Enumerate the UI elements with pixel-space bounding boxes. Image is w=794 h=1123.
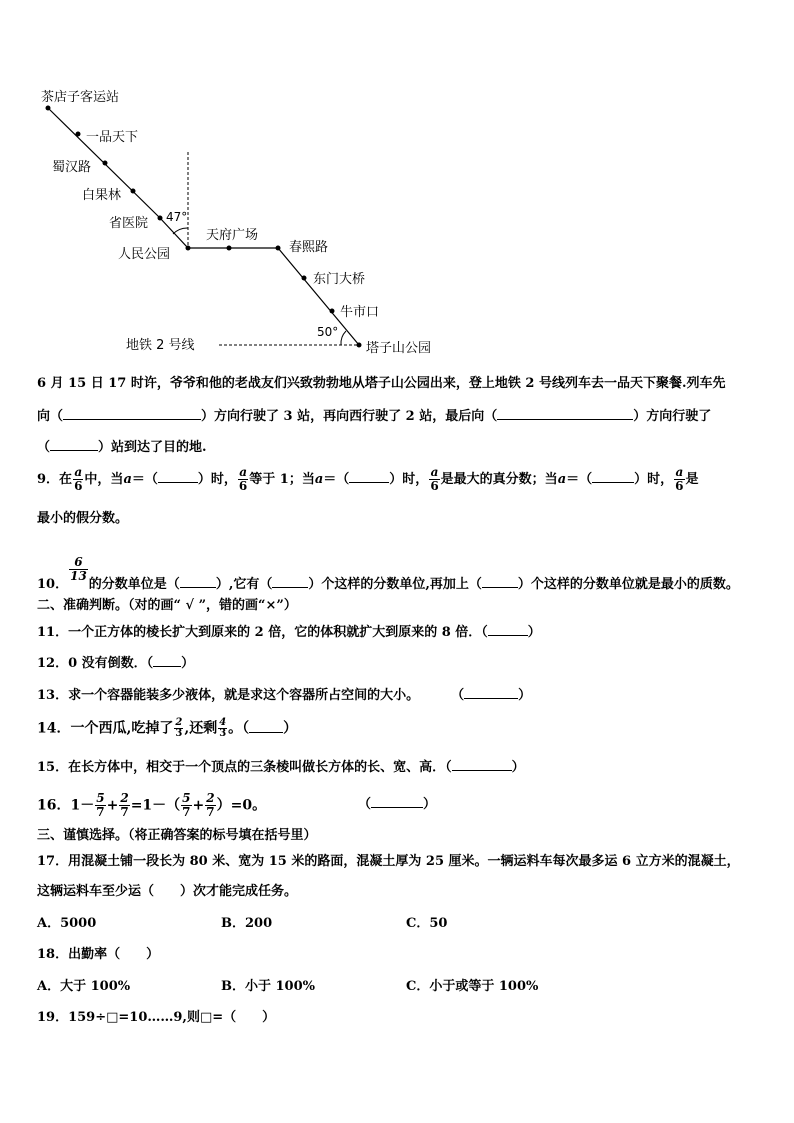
q12-blank[interactable] bbox=[153, 654, 181, 667]
fraction-numerator: 2 bbox=[206, 791, 215, 805]
fraction-denominator: 3 bbox=[219, 728, 227, 739]
station-label-tazishangongyuan: 塔子山公园 bbox=[366, 341, 432, 356]
fraction-denominator: 6 bbox=[74, 479, 83, 493]
q14-blank[interactable] bbox=[249, 720, 283, 733]
subway-map bbox=[0, 0, 794, 360]
station-dot bbox=[103, 161, 108, 166]
q9-text: ＝（ bbox=[566, 472, 593, 487]
q14-text: 14．一个西瓜,吃掉了 bbox=[37, 720, 174, 737]
q12-line bbox=[37, 654, 194, 673]
q12-close: ） bbox=[181, 656, 195, 671]
fraction-denominator: 7 bbox=[182, 805, 191, 819]
q12-text: 12．0 没有倒数．（ bbox=[37, 656, 154, 671]
fraction-numerator: a bbox=[675, 465, 684, 479]
q15-blank[interactable] bbox=[452, 758, 512, 771]
q14-close: ） bbox=[283, 720, 298, 737]
q16-text: + bbox=[106, 797, 119, 814]
q8-line3 bbox=[37, 438, 207, 457]
q9-fraction bbox=[429, 466, 439, 493]
q9-text: 在 bbox=[59, 472, 73, 487]
section-3-heading: 三、谨慎选择。（将正确答案的标号填在括号里） bbox=[37, 828, 317, 843]
q9-line1 bbox=[37, 466, 699, 493]
q15-line bbox=[37, 758, 525, 777]
fraction-numerator: 2 bbox=[120, 791, 129, 805]
q9-text: ）时， bbox=[197, 472, 237, 487]
q10-fraction bbox=[69, 556, 88, 583]
q10-text: ）个这样的分数单位就是最小的质数。 bbox=[517, 577, 739, 592]
q9-blank-2[interactable] bbox=[349, 470, 389, 483]
fraction-denominator: 7 bbox=[96, 805, 105, 819]
station-dot bbox=[131, 189, 136, 194]
fraction-denominator: 6 bbox=[675, 479, 684, 493]
q16-text: =1－（ bbox=[130, 797, 181, 814]
fraction-denominator: 3 bbox=[175, 728, 183, 739]
station-dot bbox=[46, 106, 51, 111]
station-dot bbox=[76, 132, 81, 137]
q17-line1: 17．用混凝土铺一段长为 80 米、宽为 15 米的路面，混凝土厚为 25 厘米。一辆运料车每次最多运 6 立方米的混凝土， bbox=[37, 854, 740, 869]
q10-blank-3[interactable] bbox=[482, 575, 518, 588]
station-label-dongmendaqiao: 东门大桥 bbox=[313, 272, 366, 287]
q16-fraction bbox=[95, 792, 105, 819]
q10-blank-2[interactable] bbox=[272, 575, 308, 588]
angle-arc-50 bbox=[341, 331, 346, 345]
q11-blank[interactable] bbox=[488, 623, 528, 636]
q9-variable: a bbox=[557, 472, 567, 487]
q17-line2: 这辆运料车至少运（ ）次才能完成任务。 bbox=[37, 884, 298, 899]
q9-variable: a bbox=[123, 472, 132, 487]
station-dot bbox=[357, 343, 362, 348]
station-label-renmingongyuan: 人民公园 bbox=[118, 247, 171, 262]
q14-fraction-left bbox=[218, 718, 227, 739]
station-label-tianfuguangchang: 天府广场 bbox=[206, 228, 259, 243]
q8-blank-1[interactable] bbox=[63, 407, 201, 420]
q10-number: 10． bbox=[37, 577, 69, 592]
station-label-yipintianxia: 一品天下 bbox=[86, 130, 139, 145]
q13-close: ） bbox=[518, 688, 532, 703]
q16-close: ） bbox=[423, 797, 437, 812]
q9-blank-1[interactable] bbox=[158, 470, 198, 483]
fraction-denominator: 6 bbox=[238, 479, 248, 493]
station-label-niushikou: 牛市口 bbox=[340, 305, 380, 320]
q16-fraction bbox=[119, 792, 129, 819]
station-label-shuhanlu: 蜀汉路 bbox=[52, 160, 92, 175]
q8-text-e: ）站到达了目的地. bbox=[98, 440, 207, 455]
station-label-chunxilu: 春熙路 bbox=[289, 240, 329, 255]
fraction-denominator: 7 bbox=[120, 805, 129, 819]
fraction-numerator: 5 bbox=[182, 791, 191, 805]
station-dot bbox=[158, 216, 163, 221]
station-dot bbox=[302, 276, 307, 281]
q11-text: 11．一个正方体的棱长扩大到原来的 2 倍，它的体积就扩大到原来的 8 倍．（ bbox=[37, 625, 488, 640]
fraction-numerator: 6 bbox=[69, 556, 88, 570]
q18-option-b[interactable]: B．小于 100% bbox=[221, 979, 316, 994]
q9-fraction bbox=[674, 466, 684, 493]
fraction-denominator: 13 bbox=[70, 569, 87, 583]
q13-text: 13．求一个容器能装多少液体，就是求这个容器所占空间的大小。 bbox=[37, 688, 420, 703]
q9-text: 是 bbox=[685, 472, 699, 487]
q9-text: 是最大的真分数；当 bbox=[440, 472, 558, 487]
q17-option-c[interactable]: C．50 bbox=[406, 916, 448, 931]
fraction-numerator: a bbox=[74, 465, 83, 479]
q13-line bbox=[37, 686, 531, 705]
section-2-heading: 二、准确判断。（对的画“ √ ”，错的画“×”） bbox=[37, 598, 297, 613]
q18-option-c[interactable]: C．小于或等于 100% bbox=[406, 979, 539, 994]
q8-text-a: 向（ bbox=[37, 409, 64, 424]
q15-text: 15．在长方体中，相交于一个顶点的三条棱叫做长方体的长、宽、高．（ bbox=[37, 760, 452, 775]
q10-text: ）个这样的分数单位,再加上（ bbox=[308, 577, 482, 592]
angle-arc-47 bbox=[173, 228, 188, 234]
angle-label-50: 50° bbox=[317, 325, 339, 339]
fraction-numerator: 2 bbox=[175, 717, 183, 728]
q9-text: ）时， bbox=[389, 472, 429, 487]
fraction-numerator: 5 bbox=[96, 791, 105, 805]
q9-text: 中，当 bbox=[84, 472, 124, 487]
q16-answer bbox=[358, 795, 436, 814]
q16-blank[interactable] bbox=[371, 795, 423, 808]
q9-fraction bbox=[238, 466, 248, 493]
station-dot bbox=[276, 246, 281, 251]
q8-text-c: ）方向行驶了 bbox=[633, 409, 712, 424]
fraction-numerator: a bbox=[430, 465, 439, 479]
q8-text-d: （ bbox=[37, 440, 51, 455]
q16-text: 16．1－ bbox=[37, 797, 95, 814]
q16-text: + bbox=[192, 797, 205, 814]
station-label-chadianzi: 茶店子客运站 bbox=[41, 90, 120, 105]
q9-blank-3[interactable] bbox=[592, 470, 634, 483]
q9-text: ）时， bbox=[634, 472, 674, 487]
q13-open: （ bbox=[451, 688, 465, 703]
q11-line bbox=[37, 623, 541, 642]
q8-text-b: ）方向行驶了 3 站，再向西行驶了 2 站，最后向（ bbox=[201, 409, 498, 424]
q19-stem: 19．159÷□=10……9,则□=（ ） bbox=[37, 1010, 276, 1025]
station-dot bbox=[330, 309, 335, 314]
q15-close: ） bbox=[511, 760, 525, 775]
q9-number: 9． bbox=[37, 472, 60, 487]
station-label-shengyiyuan: 省医院 bbox=[109, 216, 149, 231]
fraction-numerator: a bbox=[239, 465, 247, 479]
q8-blank-2[interactable] bbox=[497, 407, 633, 420]
q8-blank-3[interactable] bbox=[50, 438, 98, 451]
q17-option-a[interactable]: A．5000 bbox=[37, 916, 97, 931]
q8-line2 bbox=[37, 407, 711, 426]
q14-text: ,还剩 bbox=[184, 720, 218, 737]
q13-blank[interactable] bbox=[464, 686, 518, 699]
q8-line1: 6 月 15 日 17 时许，爷爷和他的老战友们兴致勃勃地从塔子山公园出来，登上地铁 2 号线列车去一品天下聚餐.列车先 bbox=[37, 376, 726, 391]
fraction-denominator: 7 bbox=[206, 805, 215, 819]
q9-fraction bbox=[73, 466, 83, 493]
angle-label-47: 47° bbox=[166, 210, 188, 224]
q11-close: ） bbox=[527, 625, 541, 640]
station-dot bbox=[227, 246, 232, 251]
station-dot bbox=[186, 246, 191, 251]
q9-line2: 最小的假分数。 bbox=[37, 511, 129, 526]
q16-text: ）=0。 bbox=[216, 797, 267, 814]
line-name-label: 地铁 2 号线 bbox=[126, 338, 195, 353]
q16-open: （ bbox=[358, 797, 372, 812]
fraction-denominator: 6 bbox=[430, 479, 439, 493]
q16-fraction bbox=[205, 792, 215, 819]
q9-text: ＝（ bbox=[131, 472, 158, 487]
q9-text: 等于 1；当 bbox=[249, 472, 315, 487]
q9-variable: a bbox=[314, 472, 324, 487]
q18-option-a[interactable]: A．大于 100% bbox=[37, 979, 131, 994]
q9-text: ＝（ bbox=[323, 472, 350, 487]
fraction-numerator: 4 bbox=[219, 717, 227, 728]
q10-line bbox=[37, 556, 739, 594]
q14-line bbox=[37, 718, 297, 739]
q14-fraction-eaten bbox=[174, 718, 183, 739]
q18-stem: 18．出勤率（ ） bbox=[37, 947, 160, 962]
station-label-baiguolin: 白果林 bbox=[82, 188, 122, 203]
q14-text: 。（ bbox=[228, 720, 250, 737]
q10-text: 的分数单位是（ bbox=[88, 577, 180, 592]
q17-option-b[interactable]: B．200 bbox=[221, 916, 273, 931]
q16-fraction bbox=[181, 792, 191, 819]
q10-blank-1[interactable] bbox=[180, 575, 216, 588]
q10-text: ）,它有（ bbox=[215, 577, 273, 592]
q16-line bbox=[37, 792, 266, 819]
